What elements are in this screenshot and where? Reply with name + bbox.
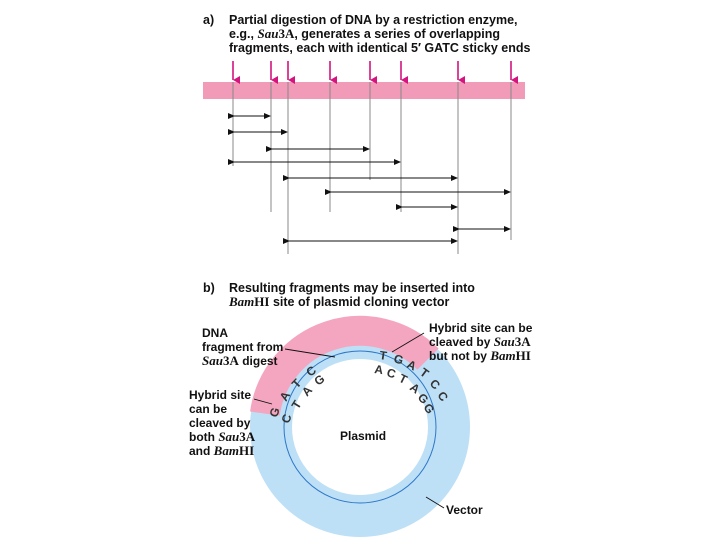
base-C-outer-r: C — [426, 376, 443, 393]
dna-strand-band — [203, 82, 525, 99]
base-T-outer-r: T — [378, 348, 388, 363]
base-T-inner: T — [288, 397, 305, 412]
base-C-inner: C — [278, 412, 295, 425]
dna-fragment-label — [202, 326, 283, 368]
base-C-inner-r: C — [385, 365, 398, 382]
base-A-outer-r: A — [404, 357, 419, 374]
part-b-letter: b) — [203, 281, 215, 295]
hybrid-left-line3: cleaved by — [189, 416, 251, 430]
part-b-caption-line1: Resulting fragments may be inserted into — [229, 281, 475, 295]
vector-label: Vector — [446, 503, 483, 517]
hybrid-site-left-label — [189, 388, 255, 458]
hybrid-right-line2: cleaved by Sau3A — [429, 334, 531, 349]
part-a-letter: a) — [203, 13, 215, 27]
base-G2-inner-r: G — [420, 400, 438, 417]
base-T-outer: T — [288, 376, 305, 392]
hybrid-left-line5: and BamHI — [189, 443, 255, 458]
hybrid-left-line2: can be — [189, 402, 228, 416]
part-a-caption-line3: fragments, each with identical 5′ GATC sticky ends — [229, 41, 531, 55]
part-b-caption-line2: BamHI site of plasmid cloning vector — [229, 294, 450, 309]
hybrid-left-line1: Hybrid site — [189, 388, 252, 402]
base-A-outer: A — [276, 388, 294, 404]
hybrid-site-right-label — [429, 321, 532, 363]
base-T2-outer-r: T — [417, 365, 432, 381]
base-G-outer-r: G — [392, 351, 406, 368]
cut-site-lines — [233, 82, 511, 254]
hybrid-left-line4: both Sau3A — [189, 429, 256, 444]
hybrid-right-line1: Hybrid site can be — [429, 321, 533, 335]
base-A-inner: A — [298, 383, 316, 400]
base-C2-outer-r: C — [434, 388, 451, 404]
fragments — [234, 116, 510, 241]
dna-fragment-label-line1: DNA — [202, 326, 228, 340]
base-C-outer: C — [303, 363, 319, 380]
base-G-inner-r: G — [414, 390, 432, 407]
cut-site-arrows — [233, 61, 511, 80]
plasmid-label: Plasmid — [340, 429, 387, 443]
base-G-inner: G — [311, 371, 328, 389]
base-T-inner-r: T — [396, 371, 410, 387]
base-A-inner-r: A — [373, 362, 385, 378]
hybrid-right-line3: but not by BamHI — [429, 348, 531, 363]
dna-fragment-label-line2: fragment from — [202, 340, 284, 354]
part-a-caption-line2: e.g., Sau3A, generates a series of overlapping — [229, 26, 500, 41]
base-G-outer: G — [266, 405, 283, 419]
dna-fragment-label-line3: Sau3A digest — [202, 353, 278, 368]
base-A2-inner-r: A — [407, 380, 423, 397]
part-a-caption-line1: Partial digestion of DNA by a restriction enzyme, — [229, 13, 518, 27]
